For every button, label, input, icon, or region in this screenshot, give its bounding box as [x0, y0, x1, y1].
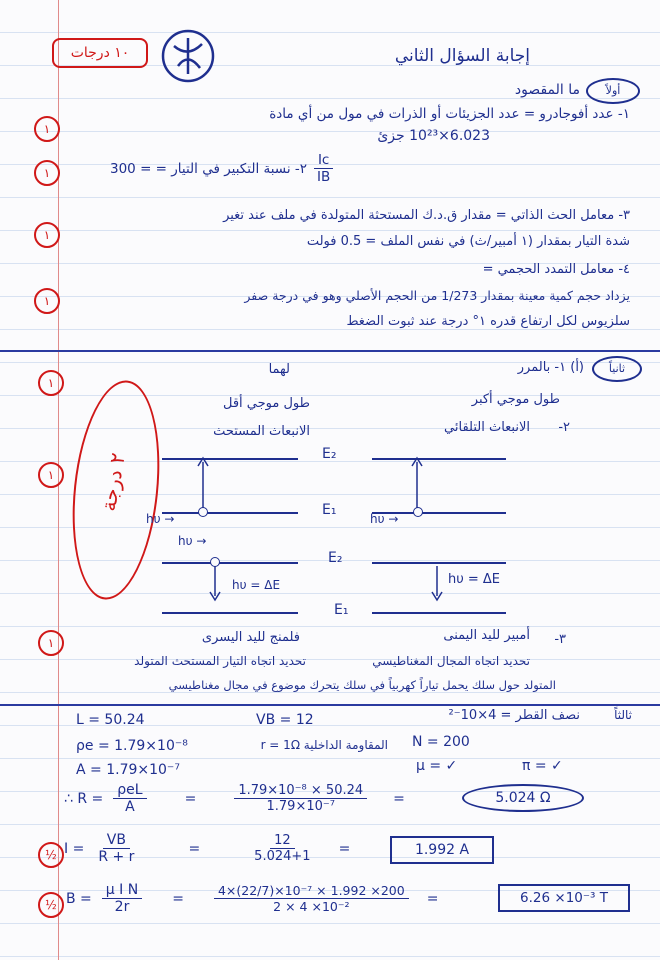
equation-resistance: ∴ R = $\frac{\text{ρeL}}{A}$ = $\frac{\text{1.79×10⁻⁸ × 50.24}}{\text{1.79×10⁻⁷}}$ = [64, 782, 405, 815]
eq2-substitution-fraction: $\frac{12}{5.024+1}$ [254, 833, 311, 864]
section1-heading: أولاً [586, 78, 640, 104]
given-VB: VB = 12 [256, 712, 314, 728]
mark-circle: ١ [34, 288, 60, 314]
arrow-up-left [196, 456, 210, 514]
energy-level-e2b-right [372, 562, 506, 564]
energy-level-e2-left [162, 458, 298, 460]
eq1-substitution-fraction: $\frac{\text{1.79×10⁻⁸ × 50.24}}{\text{1.79×10⁻⁷}}$ [234, 783, 367, 814]
section2-part-a: (أ) ١- بالمرر [517, 360, 584, 375]
item3-right-title: أمبير لليد اليمنى [443, 628, 530, 643]
section-divider [0, 350, 660, 352]
item2-line1 [110, 152, 630, 185]
mark-circle: ½ [38, 842, 64, 868]
item4-line2: يزداد حجم كمية معينة بمقدار 1/273 من الحجم الأصلي وهو في درجة صفر [244, 288, 630, 303]
ic-ib-fraction: $\frac{Ic}{IB}$ [313, 152, 334, 185]
energy-level-e1b-left [162, 612, 298, 614]
emission-left: hυ = ΔE [232, 578, 281, 592]
mark-circle: ١ [38, 370, 64, 396]
result-magnetic-field: 6.26 ×10⁻³ T [498, 884, 630, 912]
given-N: N = 200 [412, 734, 470, 750]
right-col-wavelength: طول موجي أكبر [471, 392, 560, 407]
energy-level-e2-right [372, 458, 506, 460]
item3-left-title: فلمنج لليد اليسرى [201, 630, 300, 645]
label-e1b: E₁ [334, 602, 349, 618]
item2-text: ٢- نسبة التكبير في التيار = = 300 [110, 160, 308, 177]
label-e2b: E₂ [328, 550, 343, 566]
eq3-substitution-fraction: $\frac{\text{4×(22/7)×10⁻⁷ × 1.992 ×200}}{\text{2 × 4 ×10⁻²}}$ [214, 883, 409, 914]
mark-circle: ١ [34, 222, 60, 248]
item3-prefix: ٣- [554, 632, 566, 647]
arrow-down-left [208, 566, 222, 602]
eq1-lhs: ∴ R = [64, 790, 104, 807]
given-A: A = 1.79×10⁻⁷ [76, 762, 180, 778]
eq3-lhs: B = [66, 890, 92, 907]
item3-left-desc: تحديد اتجاه التيار المستحث المتولد [134, 654, 306, 668]
given-pi: π = ✓ [522, 758, 563, 774]
item1-line2: 6.023×10²³ جزئ [377, 128, 490, 144]
eq2-lhs: I = [64, 840, 85, 857]
mark-circle: ١ [34, 160, 60, 186]
emission-right: hυ = ΔE [448, 572, 501, 587]
equation-current: I = $\frac{VB}{R + r}$ = $\frac{12}{5.024+1}$ = [64, 832, 351, 865]
page-title: إجابة السؤال الثاني [394, 46, 530, 66]
item1-line1: ١- عدد أفوجادرو = عدد الجزيئات أو الذرات في مول من أي مادة [269, 106, 630, 122]
label-e2: E₂ [322, 446, 337, 462]
item3-line2: شدة التيار بمقدار (١ أمبير/ث) في نفس الملف = 0.5 فولت [306, 234, 630, 249]
result-current: 1.992 A [390, 836, 494, 864]
energy-level-e2b-left [162, 562, 298, 564]
mark-circle: ١ [38, 630, 64, 656]
electron-dot [198, 507, 208, 517]
item4-line3: سلزيوس لكل ارتفاع قدره ١° درجة عند ثبوت الضغط [346, 314, 630, 329]
equation-magnetic-field: B = $\frac{\text{μ I N}}{2r}$ = $\frac{\text{4×(22/7)×10⁻⁷ × 1.992 ×200}}{\text{2 × 4 ×10⁻²}}$ = [66, 882, 439, 915]
given-mu: μ = ✓ [416, 758, 458, 774]
section2-heading: ثانياً [592, 356, 642, 382]
photon-in-left: hυ → [146, 512, 175, 526]
electron-dot [413, 507, 423, 517]
section3-heading: ثالثاً [614, 708, 632, 722]
grade-box [52, 38, 148, 68]
energy-level-e1-left [162, 512, 298, 514]
energy-level-e1b-right [372, 612, 506, 614]
given-L: L = 50.24 [76, 712, 145, 728]
left-col-wavelength: طول موجي أقل [223, 396, 310, 411]
left-col-header: لهما [268, 362, 290, 377]
given-radius: نصف القطر = 4×10⁻² [448, 708, 580, 723]
given-internal-r: المقاومة الداخلية r = 1Ω [260, 738, 388, 752]
side-note-text: ٢ درجة [96, 450, 130, 514]
photon-in-bottom: hυ → [178, 534, 207, 548]
given-rho: ρe = 1.79×10⁻⁸ [76, 738, 188, 754]
label-e1: E₁ [322, 502, 337, 518]
eq1-formula-fraction: $\frac{\text{ρeL}}{A}$ [113, 782, 146, 815]
photon-in-right: hυ → [370, 512, 399, 526]
school-logo-icon [160, 28, 216, 84]
result-resistance: 5.024 Ω [462, 784, 584, 812]
arrow-up-right [410, 456, 424, 514]
eq2-formula-fraction: $\frac{VB}{R + r}$ [98, 832, 135, 865]
left-col-emission: الانبعاث المستحث [213, 424, 310, 439]
item4-line1: ٤- معامل التمدد الحجمي = [482, 262, 630, 277]
eq3-formula-fraction: $\frac{\text{μ I N}}{2r}$ [102, 882, 142, 915]
item3-bottom: المتولد حول سلك يحمل تياراً كهربياً في سلك يتحرك موضوع في مجال مغناطيسي [168, 678, 556, 692]
mark-circle: ½ [38, 892, 64, 918]
right-col-emission: الانبعاث التلقائي [444, 420, 530, 435]
section-divider [0, 704, 660, 706]
mark-circle: ١ [38, 462, 64, 488]
grade-text: ١٠ درجات [70, 45, 130, 61]
section1-subtitle: ما المقصود [514, 82, 580, 98]
item3-right-desc: تحديد اتجاه المجال المغناطيسي [372, 654, 530, 668]
mark-circle: ١ [34, 116, 60, 142]
arrow-down-right [430, 566, 444, 602]
item3-line1: ٣- معامل الحث الذاتي = مقدار ق.د.ك المستحثة المتولدة في ملف عند تغير [223, 208, 630, 223]
item2-prefix: ٢- [558, 420, 570, 435]
